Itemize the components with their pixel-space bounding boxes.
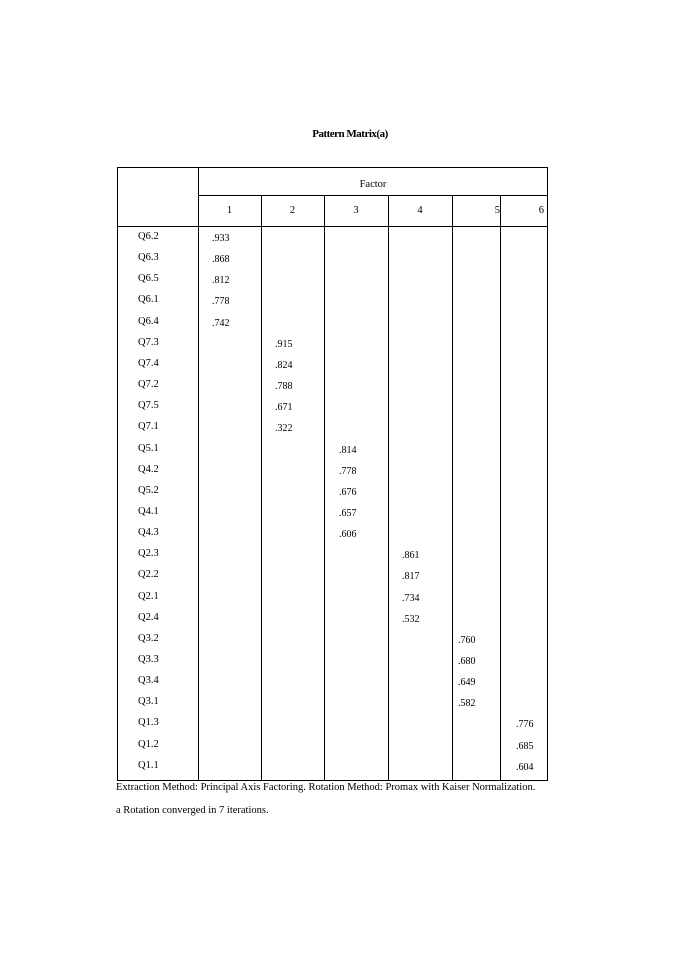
- row-label: Q6.4: [138, 316, 159, 327]
- row-label: Q1.1: [138, 760, 159, 771]
- column-divider: [324, 195, 325, 781]
- column-header-3: 3: [353, 205, 359, 216]
- row-label: Q4.1: [138, 506, 159, 517]
- loading-value: .817: [402, 571, 420, 582]
- row-label: Q1.3: [138, 717, 159, 728]
- header-bottom-rule: [117, 226, 548, 227]
- row-label: Q5.2: [138, 485, 159, 496]
- row-label: Q3.1: [138, 696, 159, 707]
- extraction-method-note: Extraction Method: Principal Axis Factoring. Rotation Method: Promax with Kaiser Normalization.: [116, 782, 536, 793]
- loading-value: .582: [458, 698, 476, 709]
- row-label: Q6.3: [138, 252, 159, 263]
- column-divider: [452, 195, 453, 781]
- loading-value: .657: [339, 508, 357, 519]
- factor-group-header: Factor: [359, 179, 387, 190]
- loading-value: .742: [212, 318, 230, 329]
- row-label: Q6.5: [138, 273, 159, 284]
- loading-value: .814: [339, 445, 357, 456]
- column-header-1: 1: [226, 205, 233, 216]
- loading-value: .604: [516, 762, 534, 773]
- loading-value: .861: [402, 550, 420, 561]
- loading-value: .685: [516, 741, 534, 752]
- row-label: Q7.2: [138, 379, 159, 390]
- loading-value: .760: [458, 635, 476, 646]
- row-label: Q3.2: [138, 633, 159, 644]
- loading-value: .322: [275, 423, 293, 434]
- loading-value: .776: [516, 719, 534, 730]
- row-label: Q7.3: [138, 337, 159, 348]
- row-label: Q2.3: [138, 548, 159, 559]
- row-label: Q7.5: [138, 400, 159, 411]
- loading-value: .676: [339, 487, 357, 498]
- row-label: Q6.2: [138, 231, 159, 242]
- row-label: Q6.1: [138, 294, 159, 305]
- loading-value: .933: [212, 233, 230, 244]
- loading-value: .532: [402, 614, 420, 625]
- row-label: Q4.3: [138, 527, 159, 538]
- loading-value: .680: [458, 656, 476, 667]
- row-label: Q2.4: [138, 612, 159, 623]
- factor-header-divider: [198, 195, 548, 196]
- row-label: Q2.1: [138, 591, 159, 602]
- column-header-4: 4: [417, 205, 423, 216]
- row-label: Q4.2: [138, 464, 159, 475]
- loading-value: .812: [212, 275, 230, 286]
- column-divider: [261, 195, 262, 781]
- loading-value: .606: [339, 529, 357, 540]
- row-label: Q5.1: [138, 443, 159, 454]
- loading-value: .778: [339, 466, 357, 477]
- loading-value: .788: [275, 381, 293, 392]
- loading-value: .734: [402, 593, 420, 604]
- loading-value: .649: [458, 677, 476, 688]
- row-label: Q1.2: [138, 739, 159, 750]
- rotation-footnote: a Rotation converged in 7 iterations.: [116, 805, 269, 816]
- loading-value: .915: [275, 339, 293, 350]
- row-label: Q7.1: [138, 421, 159, 432]
- column-divider: [388, 195, 389, 781]
- column-header-6: 6: [538, 205, 544, 216]
- table-title: Pattern Matrix(a): [312, 128, 388, 140]
- loading-value: .671: [275, 402, 293, 413]
- table-frame: [117, 167, 548, 781]
- row-label: Q7.4: [138, 358, 159, 369]
- column-header-2: 2: [289, 205, 296, 216]
- row-label: Q3.4: [138, 675, 159, 686]
- loading-value: .824: [275, 360, 293, 371]
- loading-value: .778: [212, 296, 230, 307]
- loading-value: .868: [212, 254, 230, 265]
- column-header-5: 5: [494, 205, 500, 216]
- row-label: Q3.3: [138, 654, 159, 665]
- row-label: Q2.2: [138, 569, 159, 580]
- column-divider: [500, 195, 501, 781]
- stub-column-divider: [198, 167, 199, 781]
